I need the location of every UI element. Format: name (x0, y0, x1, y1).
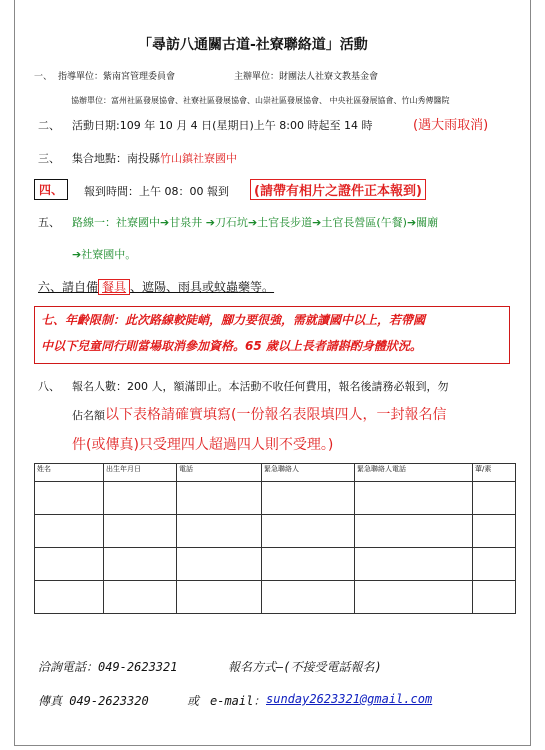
cell-name[interactable] (35, 581, 104, 614)
table-row (35, 482, 516, 515)
registration-line-2-pre: 佔名額 (72, 409, 105, 422)
cell-emergency-contact[interactable] (262, 548, 355, 581)
event-date: 活動日期:109 年 10 月 4 日(星期日)上午 8:00 時起至 14 時 (72, 119, 373, 132)
email-label: e-mail： (210, 694, 266, 708)
supplies-post: 、遮陽、雨具或蚊蟲藥等。 (130, 280, 275, 294)
page-title: 「尋訪八通關古道-社寮聯絡道」活動 (138, 37, 368, 53)
registration-line-3: 件(或傳真)只受理四人超過四人則不受理。) (72, 437, 334, 453)
cell-birthdate[interactable] (104, 482, 177, 515)
header-phone: 電話 (177, 464, 262, 482)
cell-emergency-contact[interactable] (262, 482, 355, 515)
sec8-number: 八、 (38, 380, 60, 393)
registration-table (34, 463, 516, 614)
cell-diet[interactable] (473, 548, 516, 581)
rain-cancel-note: (遇大雨取消) (413, 118, 489, 133)
cell-phone[interactable] (177, 581, 262, 614)
route-line-2 (72, 246, 136, 262)
cell-name[interactable] (35, 548, 104, 581)
page-border (14, 0, 531, 746)
cell-emergency-phone[interactable] (355, 548, 473, 581)
table-row (35, 581, 516, 614)
arrow-icon: ➔ (72, 248, 82, 261)
meeting-place (72, 150, 237, 166)
cell-phone[interactable] (177, 515, 262, 548)
cell-phone[interactable] (177, 548, 262, 581)
cell-emergency-phone[interactable] (355, 581, 473, 614)
route-stop: 關廟 (416, 216, 439, 229)
cell-emergency-phone[interactable] (355, 482, 473, 515)
supplies-pre: 請自備 (62, 280, 99, 294)
route-start: 路線一：社寮國中 (72, 216, 160, 229)
or-label: 或 (187, 694, 200, 708)
registration-line-2-red: 以下表格請確實填寫(一份報名表限填四人，一封報名信 (105, 407, 447, 423)
table-header-row (35, 464, 516, 482)
sec6-supplies (38, 278, 274, 295)
co-organizers: 協辦單位：富州社區發展協會、社寮社區發展協會、山崇社區發展協會、 中央社區發展協會、竹山秀傳醫院 (71, 96, 450, 105)
arrow-icon: ➔ (160, 216, 170, 229)
cell-diet[interactable] (473, 581, 516, 614)
header-name: 姓名 (35, 464, 104, 482)
table-row (35, 515, 516, 548)
arrow-icon: ➔ (205, 216, 215, 229)
cell-birthdate[interactable] (104, 515, 177, 548)
cell-birthdate[interactable] (104, 581, 177, 614)
registration-line-2 (72, 404, 446, 424)
header-emergency-contact: 緊急聯絡人 (262, 464, 355, 482)
arrow-icon: ➔ (247, 216, 258, 229)
registration-method: 報名方式—(不接受電話報名) (228, 660, 382, 674)
cell-name[interactable] (35, 482, 104, 515)
sec4-number: 四、 (34, 179, 68, 200)
cell-birthdate[interactable] (104, 548, 177, 581)
cell-diet[interactable] (473, 515, 516, 548)
cell-diet[interactable] (473, 482, 516, 515)
sec2-number: 二、 (38, 119, 60, 132)
route-stop: 土官長步道 (257, 216, 313, 229)
sec3-number: 三、 (38, 152, 60, 165)
sec1-number: 一、 (34, 72, 53, 82)
fax-number: 傳真 049-2623320 (38, 694, 149, 708)
sec6-number: 六、 (38, 280, 63, 294)
arrow-icon: ➔ (312, 216, 322, 229)
guide-unit: 指導單位：紫南宮管理委員會 (58, 72, 176, 82)
sec5-number: 五、 (38, 216, 60, 229)
route-line-1 (72, 214, 438, 230)
route-stop: 土官長營區(午餐) (321, 216, 407, 229)
table-row (35, 548, 516, 581)
cell-emergency-phone[interactable] (355, 515, 473, 548)
meeting-place-label: 集合地點：南投縣 (72, 152, 160, 165)
checkin-time: 報到時間：上午 08：00 報到 (84, 185, 229, 198)
age-restriction-line-1: 七、年齡限制：此次路線較陡峭，腳力要很強，需就讀國中以上，若帶國 (41, 313, 426, 327)
route-stop: 甘泉井 (169, 216, 203, 229)
header-emergency-phone: 緊急聯絡人電話 (355, 464, 473, 482)
header-diet: 葷/素 (473, 464, 516, 482)
route-stop: 刀石坑 (214, 216, 248, 229)
host-unit: 主辦單位：財團法人社寮文教基金會 (234, 72, 379, 82)
route-end: 社寮國中。 (81, 248, 137, 261)
registration-line-1: 報名人數：200 人，額滿即止。本活動不收任何費用，報名後請務必報到，勿 (72, 380, 449, 393)
header-birthdate: 出生年月日 (104, 464, 177, 482)
email-link[interactable]: sunday2623321@gmail.com (266, 692, 433, 706)
meeting-place-name: 竹山鎮社寮國中 (160, 152, 237, 165)
cell-name[interactable] (35, 515, 104, 548)
age-restriction-box (34, 306, 510, 364)
inquiry-phone: 洽詢電話：049-2623321 (38, 660, 178, 674)
cell-emergency-contact[interactable] (262, 515, 355, 548)
utensils-highlight: 餐具 (98, 279, 130, 295)
id-requirement-note: (請帶有相片之證件正本報到) (250, 179, 426, 200)
cell-phone[interactable] (177, 482, 262, 515)
age-restriction-line-2: 中以下兒童同行則當場取消參加資格。65 歲以上長者請斟酌身體狀況。 (41, 339, 422, 353)
cell-emergency-contact[interactable] (262, 581, 355, 614)
arrow-icon: ➔ (406, 216, 417, 229)
